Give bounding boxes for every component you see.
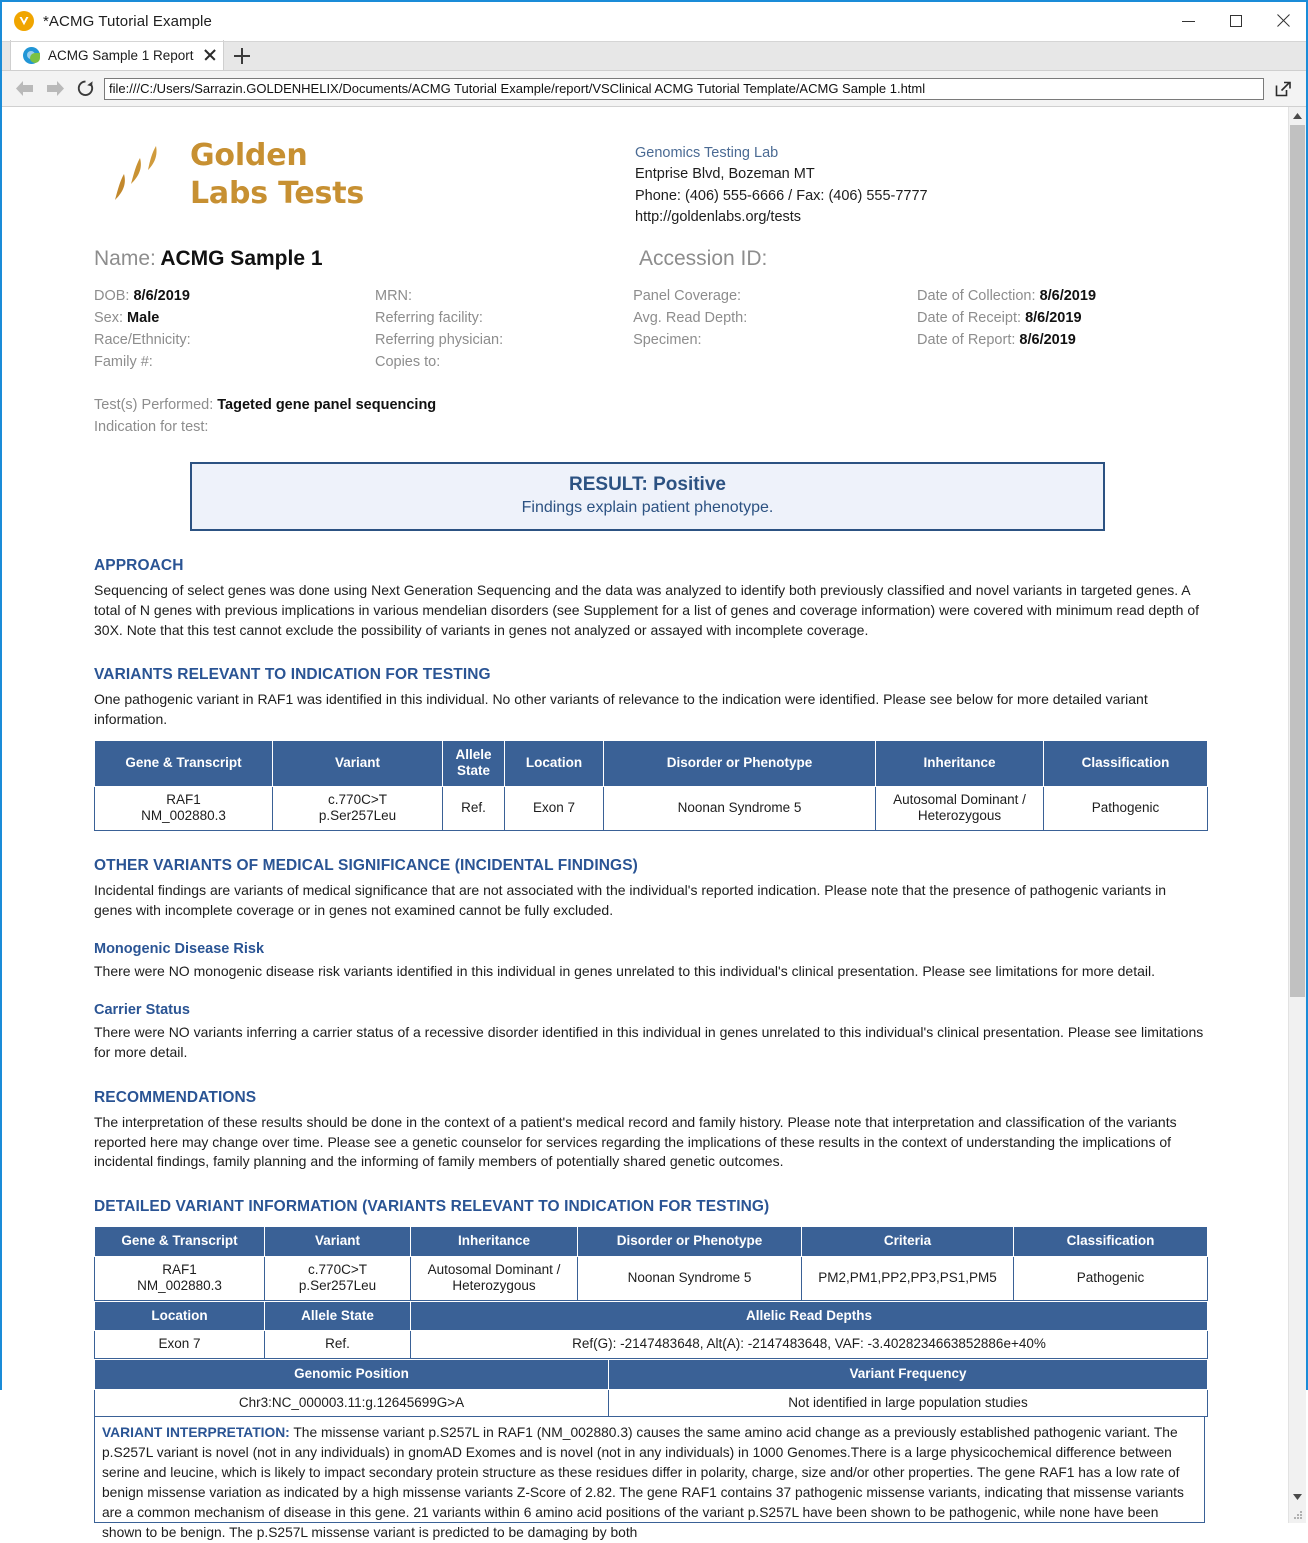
field-dob-value: 8/6/2019	[133, 287, 190, 304]
indication-for-test	[94, 416, 1208, 438]
field-date-receipt-value: 8/6/2019	[1025, 309, 1082, 326]
tests-block	[90, 394, 1208, 438]
demographics-column-2	[375, 285, 633, 374]
resize-grip-icon	[1294, 1511, 1303, 1520]
cell-allele-state: Ref.	[443, 786, 505, 831]
table-header-row	[95, 1302, 1208, 1331]
table-header-row	[95, 1360, 1208, 1389]
lab-contact-info	[635, 131, 928, 229]
patient-name-label: Name:	[94, 246, 156, 270]
cell-variant-frequency: Not identified in large population studies	[609, 1389, 1208, 1417]
table-row	[95, 1256, 1208, 1301]
recommendations-heading: RECOMMENDATIONS	[94, 1088, 257, 1106]
lab-logo-line2: Labs Tests	[190, 176, 365, 212]
patient-name-row	[90, 247, 1208, 271]
new-tab-button[interactable]	[234, 48, 250, 64]
resize-corner[interactable]	[1289, 1505, 1306, 1523]
chevron-down-icon	[1293, 1494, 1302, 1500]
cell-disorder: Noonan Syndrome 5	[578, 1256, 802, 1301]
field-referring-facility-label: Referring facility:	[374, 309, 483, 326]
arrow-left-icon	[15, 80, 35, 97]
field-panel-coverage-label: Panel Coverage:	[633, 287, 742, 304]
close-button[interactable]	[1259, 2, 1306, 40]
field-date-collection-label: Date of Collection:	[917, 287, 1036, 304]
col-location: Location	[505, 741, 604, 786]
detailed-variant-table-block3	[94, 1359, 1208, 1417]
monogenic-text: There were NO monogenic disease risk variants identified in this individual in genes unrelated to this individual's clinical presentation. Please see limitations for more detail.	[94, 963, 1155, 980]
approach-text: Sequencing of select genes was done using Next Generation Sequencing and the data was analyzed to identify both previously classified and novel variants in targeted genes. A total of N genes with previous implications in various mendelian disorders (see Supplement for a list of genes and coverage information) were covered with minimum read depth of 30X. Note that this test cannot exclude the possibility of variants in genes not analyzed or assayed with incomplete coverage.	[94, 581, 1200, 638]
cell-classification: Pathogenic	[1014, 1256, 1208, 1301]
back-button[interactable]	[10, 76, 40, 102]
vertical-scrollbar[interactable]	[1288, 107, 1306, 1523]
patient-demographics	[90, 285, 1208, 374]
detailed-heading: DETAILED VARIANT INFORMATION (VARIANTS RELEVANT TO INDICATION FOR TESTING)	[94, 1198, 770, 1216]
col-disorder: Disorder or Phenotype	[578, 1227, 802, 1256]
table-row	[95, 1331, 1208, 1359]
field-date-report-label: Date of Report:	[917, 332, 1016, 349]
field-referring-physician	[375, 329, 633, 351]
minimize-button[interactable]	[1165, 2, 1212, 40]
report-document	[90, 131, 1208, 1541]
cell-allele-state: Ref.	[265, 1331, 411, 1359]
field-avg-read-depth	[633, 307, 917, 329]
field-sex	[94, 307, 375, 329]
window-controls	[1165, 2, 1306, 40]
col-disorder: Disorder or Phenotype	[604, 741, 876, 786]
lab-phone: Phone: (406) 555-6666 / Fax: (406) 555-7777	[635, 187, 928, 204]
col-allele-state: Allele State	[265, 1302, 411, 1331]
lab-logo	[90, 131, 635, 214]
col-allele-state: Allele State	[443, 741, 505, 786]
lab-logo-text	[190, 137, 364, 214]
field-specimen	[633, 329, 917, 351]
scrollbar-thumb[interactable]	[1290, 125, 1305, 997]
col-classification: Classification	[1014, 1227, 1208, 1256]
field-race	[94, 329, 375, 351]
field-dob	[94, 285, 375, 307]
report-globe-icon	[23, 47, 40, 64]
external-link-icon	[1274, 80, 1292, 98]
table-header-row	[95, 741, 1208, 786]
field-sex-label: Sex:	[94, 309, 124, 326]
recommendations-text: The interpretation of these results should be done in the context of a patient's medical record and family history. Please note that interpretation and classification of the variants reported here may change over time. Please see a genetic counselor for services regarding the implications of these results in the context of understanding the implications of incidental findings, family planning and the informing of family members of potentially shared genetic outcomes.	[94, 1113, 1177, 1170]
cell-location: Exon 7	[505, 786, 604, 831]
title-bar	[2, 2, 1306, 41]
field-date-receipt-label: Date of Receipt:	[917, 309, 1022, 326]
variants-relevant-table	[94, 740, 1208, 831]
table-row	[95, 786, 1208, 831]
result-subtitle: Findings explain patient phenotype.	[521, 498, 774, 516]
variant-interpretation-text: The missense variant p.S257L in RAF1 (NM_002880.3) causes the same amino acid change as a previously established pathogenic variant. The p.S257L variant is novel (not in any individuals) in gnomAD Exomes and is novel (not in any individuals) in 1000 Genomes.There is a large physicochemical difference between serine and leucine, which is likely to impact secondary protein structure as these residues differ in polarity, charge, size and/or other properties. The gene RAF1 has a low rate of benign missense variation as indicated by a high missense variants Z-Score of 2.82. The gene RAF1 contains 37 pathogenic missense variants, indicating that missense variants are a common mechanism of disease in this gene. 21 variants within 6 amino acid positions of the variant p.S257L have been shown to be pathogenic, while none have been shown to be benign. The p.S257L missense variant is predicted to be damaging by both	[102, 1425, 1184, 1541]
lab-address: Entprise Blvd, Bozeman MT	[635, 166, 815, 183]
cell-classification: Pathogenic	[1044, 786, 1208, 831]
golden-helix-v-icon	[14, 11, 34, 31]
result-box	[190, 462, 1105, 531]
reload-icon	[76, 79, 95, 98]
tab-close-icon[interactable]	[203, 48, 217, 62]
variant-cdna: c.770C>T	[328, 791, 387, 807]
navigation-bar	[2, 71, 1306, 107]
monogenic-heading: Monogenic Disease Risk	[94, 941, 265, 958]
report-header	[90, 131, 1208, 229]
cell-disorder: Noonan Syndrome 5	[604, 786, 876, 831]
field-specimen-label: Specimen:	[633, 332, 702, 349]
field-date-receipt	[917, 307, 1208, 329]
variant-cdna: c.770C>T	[308, 1261, 367, 1277]
accession-label: Accession ID:	[639, 246, 768, 270]
tab-acmg-sample-1-report[interactable]	[10, 40, 224, 70]
report-page	[2, 107, 1288, 1541]
content-viewport	[2, 107, 1306, 1541]
accession-block	[639, 247, 767, 271]
open-external-button[interactable]	[1268, 76, 1298, 102]
demographics-column-3	[633, 285, 917, 374]
field-copies-to-label: Copies to:	[374, 354, 441, 371]
cell-allelic-read-depths: Ref(G): -2147483648, Alt(A): -2147483648, VAF: -3.4028234663852886e+40%	[411, 1331, 1208, 1359]
scroll-down-button[interactable]	[1289, 1488, 1306, 1505]
variants-relevant-text: One pathogenic variant in RAF1 was identified in this individual. No other variants of relevance to the indication were identified. Please see below for more detailed variant information.	[94, 691, 1148, 728]
tab-label: ACMG Sample 1 Report	[48, 47, 194, 63]
other-variants-heading: OTHER VARIANTS OF MEDICAL SIGNIFICANCE (INCIDENTAL FINDINGS)	[94, 857, 638, 875]
cell-gene-transcript	[95, 1256, 265, 1301]
cell-location: Exon 7	[95, 1331, 265, 1359]
field-mrn-label: MRN:	[374, 287, 413, 304]
forward-button[interactable]	[40, 76, 70, 102]
tests-performed-label: Test(s) Performed:	[94, 396, 214, 413]
close-icon	[1276, 14, 1290, 28]
gene-symbol: RAF1	[162, 1261, 197, 1277]
field-date-report	[917, 329, 1208, 351]
approach-heading: APPROACH	[94, 556, 184, 574]
variant-protein: p.Ser257Leu	[318, 808, 397, 824]
address-bar[interactable]	[104, 78, 1264, 100]
field-date-collection-value: 8/6/2019	[1039, 287, 1097, 304]
inheritance-mode: Autosomal Dominant /	[893, 791, 1026, 807]
cell-inheritance	[876, 786, 1044, 831]
indication-label: Indication for test:	[94, 418, 209, 435]
golden-flame-logo-icon	[110, 144, 176, 206]
detailed-variant-table-block2	[94, 1301, 1208, 1359]
col-variant: Variant	[265, 1227, 411, 1256]
tests-performed	[94, 394, 1208, 416]
col-variant-frequency: Variant Frequency	[609, 1360, 1208, 1389]
cell-inheritance	[411, 1256, 578, 1301]
reload-button[interactable]	[70, 76, 100, 102]
maximize-button[interactable]	[1212, 2, 1259, 40]
field-dob-label: DOB:	[94, 287, 130, 304]
arrow-right-icon	[45, 80, 65, 97]
col-location: Location	[95, 1302, 265, 1331]
zygosity: Heterozygous	[452, 1278, 536, 1294]
patient-name-value: ACMG Sample 1	[160, 246, 323, 270]
cell-gene-transcript	[95, 786, 273, 831]
tab-strip	[2, 41, 1306, 71]
col-genomic-position: Genomic Position	[95, 1360, 609, 1389]
field-copies-to	[375, 351, 633, 373]
col-criteria: Criteria	[802, 1227, 1014, 1256]
detailed-variant-table-block1	[94, 1226, 1208, 1301]
lab-website: http://goldenlabs.org/tests	[635, 209, 802, 226]
address-bar-value: file:///C:/Users/Sarrazin.GOLDENHELIX/Documents/ACMG Tutorial Example/report/VSClinical ACMG Tutorial Template/ACMG Sample 1.html	[109, 81, 926, 96]
demographics-column-1	[90, 285, 375, 374]
field-family	[94, 351, 375, 373]
scroll-up-button[interactable]	[1289, 107, 1306, 124]
field-mrn	[375, 285, 633, 307]
transcript-id: NM_002880.3	[141, 808, 226, 824]
inheritance-mode: Autosomal Dominant /	[427, 1261, 561, 1277]
chevron-up-icon	[1293, 113, 1302, 119]
col-gene-transcript: Gene & Transcript	[95, 1227, 265, 1256]
field-avg-read-depth-label: Avg. Read Depth:	[633, 309, 748, 326]
table-header-row	[95, 1227, 1208, 1256]
table-row	[95, 1389, 1208, 1417]
result-title: RESULT: Positive	[569, 473, 726, 495]
field-family-label: Family #:	[94, 354, 153, 371]
col-classification: Classification	[1044, 741, 1208, 786]
field-race-label: Race/Ethnicity:	[94, 332, 191, 349]
variant-interpretation	[94, 1417, 1205, 1541]
tests-performed-value: Tageted gene panel sequencing	[217, 396, 437, 413]
field-referring-facility	[375, 307, 633, 329]
variants-relevant-heading: VARIANTS RELEVANT TO INDICATION FOR TESTING	[94, 666, 491, 684]
variant-interpretation-label: VARIANT INTERPRETATION:	[102, 1425, 290, 1441]
zygosity: Heterozygous	[917, 808, 1002, 824]
other-variants-text: Incidental findings are variants of medical significance that are not associated with the individual's reported indication. Please note that the presence of pathogenic variants in genes with incomplete coverage or in genes not examined cannot be fully excluded.	[94, 882, 1166, 919]
patient-name-block	[90, 247, 639, 271]
window-title: *ACMG Tutorial Example	[43, 12, 212, 30]
field-panel-coverage	[633, 285, 917, 307]
lab-name: Genomics Testing Lab	[635, 145, 779, 161]
field-date-report-value: 8/6/2019	[1019, 332, 1076, 349]
field-referring-physician-label: Referring physician:	[374, 332, 504, 349]
col-inheritance: Inheritance	[411, 1227, 578, 1256]
transcript-id: NM_002880.3	[137, 1278, 222, 1294]
cell-variant	[265, 1256, 411, 1301]
demographics-column-4	[917, 285, 1208, 374]
col-inheritance: Inheritance	[876, 741, 1044, 786]
field-sex-value: Male	[127, 309, 160, 326]
maximize-icon	[1230, 15, 1242, 27]
col-gene-transcript: Gene & Transcript	[95, 741, 273, 786]
field-date-collection	[917, 285, 1208, 307]
variant-protein: p.Ser257Leu	[298, 1278, 377, 1294]
carrier-text: There were NO variants inferring a carrier status of a recessive disorder identified in this individual in genes unrelated to this individual's clinical presentation. Please see limitations for more detail.	[94, 1023, 1204, 1060]
minimize-icon	[1182, 21, 1195, 22]
col-variant: Variant	[273, 741, 443, 786]
gene-symbol: RAF1	[166, 791, 201, 807]
col-allelic-read-depths: Allelic Read Depths	[411, 1302, 1208, 1331]
cell-criteria: PM2,PM1,PP2,PP3,PS1,PM5	[802, 1256, 1014, 1301]
cell-genomic-position: Chr3:NC_000003.11:g.12645699G>A	[95, 1389, 609, 1417]
cell-variant	[273, 786, 443, 831]
lab-logo-line1: Golden	[190, 138, 308, 173]
carrier-heading: Carrier Status	[94, 1001, 190, 1018]
